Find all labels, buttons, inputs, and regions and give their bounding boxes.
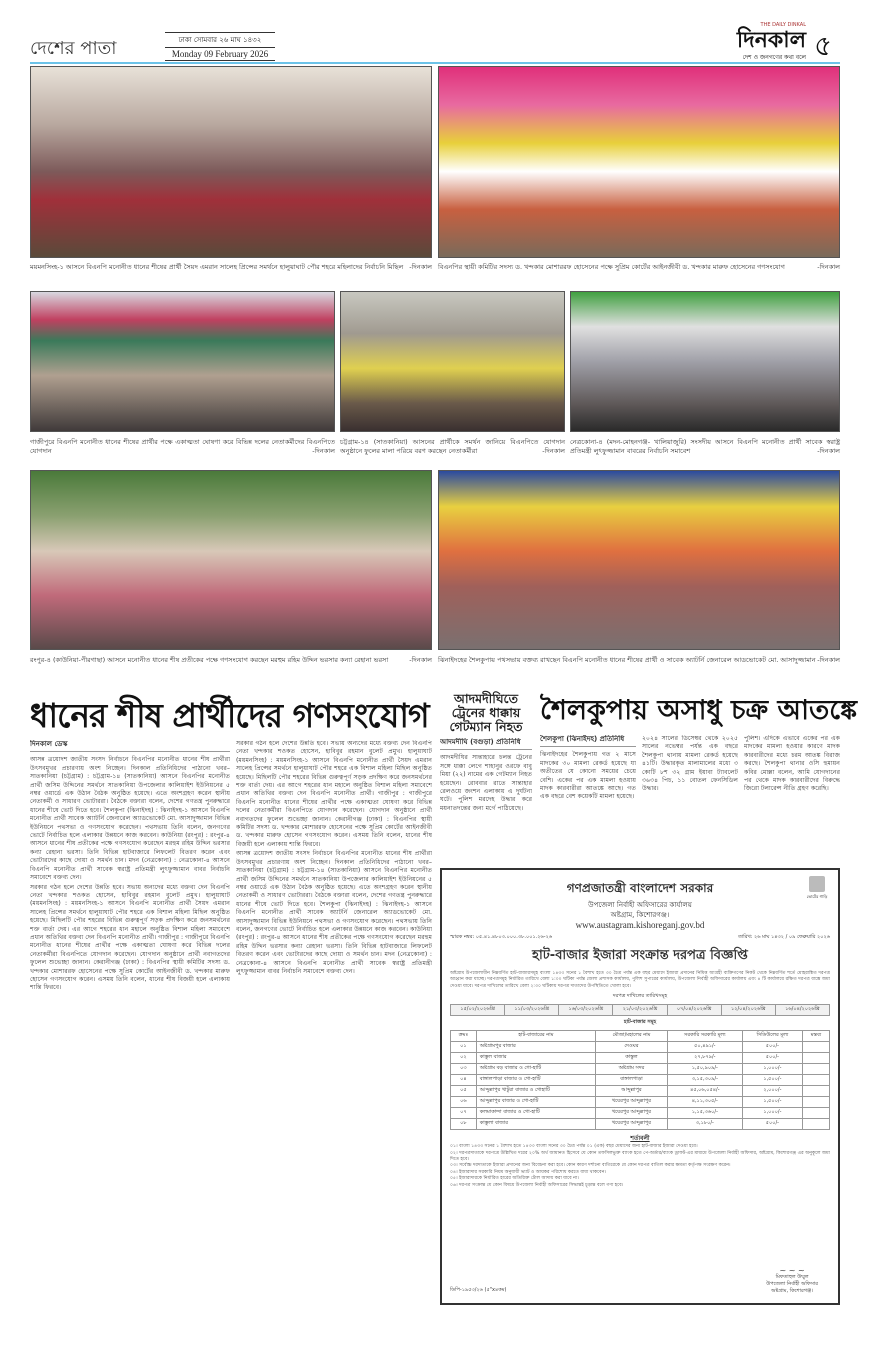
markets-title: হাট-বাজার সমূহ <box>623 1019 657 1026</box>
table-cell <box>802 1064 829 1075</box>
notice-office: উপজেলা নির্বাহী অফিসারের কার্যালয় <box>588 901 692 909</box>
table-cell <box>802 1119 829 1130</box>
table-cell: ১,১৫,৩৬০/- <box>667 1108 742 1119</box>
election-emblem-icon: ভোটের গাড়ি <box>802 876 832 899</box>
table-cell: খয়েরপুর আব্দুল্লাপুর <box>596 1119 668 1130</box>
column-header: মন্তব্য <box>802 1031 829 1042</box>
tender-date: ১১/০৩/২০২৬খ্রি <box>505 1005 559 1016</box>
table-cell: ০৩ <box>451 1064 477 1075</box>
term-item: ০২। দরপত্রদাতাকে দরপত্রে উল্লিখিত দরের ২০% অর্থ জামানত হিসেবে যে কোন তফসিলভুক্ত ব্যাংক হতে পে-অর্ডার/ব্যাংক ড্রাফট-এর মাধ্যমে উপজেলা নির্বাহী অফিসার, অষ্টগ্রাম, কিশোরগঞ্জ এর অনুকূলে জমা দিতে হবে। <box>450 1150 830 1163</box>
table-cell: কলমাকান্দা বাজার ও গো-হাটি <box>476 1108 595 1119</box>
tender-date: ১২/০৪/২০২৬খ্রি <box>721 1005 775 1016</box>
term-item: ০৩। সর্বোচ্চ দরদাতাকে ইজারা প্রদানের জন্য বিবেচনা করা হবে। কোন কারণ দর্শানো ব্যতিরেকে যে কোন দরপত্র বাতিল করার ক্ষমতা কর্তৃপক্ষ সংরক্ষণ করেন। <box>450 1163 731 1169</box>
table-row <box>451 1097 830 1108</box>
crime-column-2: ২০২৪ সালের ডিসেম্বর থেকে ২০২৫ সালের নভেম্বর পর্যন্ত এক বছরে শৈলকুপা থানায় মামলা রেকর্ড হয়েছে ৪১টি। উদ্ধারকৃত মালামালের মধ্যে ৩ কোটি ৮শ ৩২ গ্রাম ইয়াবা ট্যাবলেট ৩৬৩৪ পিচ, ১১ বোতল ফেনসিডিল উদ্ধার। <box>642 735 738 793</box>
table-cell <box>802 1075 829 1086</box>
column-header: মৌজা/মহালের নাম <box>596 1031 668 1042</box>
notice-url[interactable]: www.austagram.kishoreganj.gov.bd <box>575 920 705 930</box>
table-cell: কাস্তুল বাজার <box>476 1053 595 1064</box>
table-row <box>451 1108 830 1119</box>
side-story: আদমদীঘি (বগুড়া) প্রতিনিধি আদমদীঘির সান্তাহারে চলন্ত ট্রেনের সঙ্গে ধাক্কা লেগে শাহানুর ওরফে বাবু মিয়া (২২) নামের এক গেটম্যান নিহত হয়েছেন। রোববার রাতে সান্তাহার রেলওয়ে জংশন এলাকায় এ দুর্ঘটনা ঘটে। পুলিশ মরদেহ উদ্ধার করে ময়নাতদন্তের জন্য মর্গে পাঠিয়েছে। <box>440 738 532 812</box>
tender-date: ১৬/০৩/২০২৬খ্রি <box>559 1005 613 1016</box>
column-header: সরকারি সরকারি মূল্য <box>667 1031 742 1042</box>
notice-date: তারিখ: ২৬ মাঘ ১৪৩২ / ০৯ ফেব্রুয়ারি ২০২৬ <box>738 934 830 940</box>
logo-english: THE DAILY DINKAL <box>760 22 806 28</box>
table-row <box>451 1075 830 1086</box>
photo-caption: গাজীপুরে বিএনপি মনোনীত ধানের শীষের প্রার্থীর পক্ষে একাত্মতা ঘোষণা করে বিভিন্ন দলের নেতাকর্মীদের বিএনপিতে যোগদান -দিনকাল <box>30 438 335 455</box>
term-item: ০৫। ইজারাদারকে নির্ধারিত হারের অতিরিক্ত টোল আদায় করা যাবে না। <box>450 1176 579 1182</box>
table-cell: ২,০০০/- <box>742 1086 802 1097</box>
newspaper-logo <box>680 22 806 62</box>
photo-garland-welcome <box>340 291 565 432</box>
table-cell: আব্দুল্লাপুর খাটুরা বাজার ও গোহাটি <box>476 1086 595 1097</box>
table-cell: ৪৫,০৬,০৫৪/- <box>667 1086 742 1097</box>
section-title: দেশের পাতা <box>30 38 117 59</box>
photo-campaign-meeting <box>438 66 840 258</box>
markets-table <box>450 1030 830 1130</box>
column-header: সিডিউলের মূল্য <box>742 1031 802 1042</box>
table-cell: ৫০০/- <box>742 1119 802 1130</box>
term-item: ০৬। দরপত্র সংক্রান্ত যে কোন বিষয়ে উপজেলা নির্বাহী অফিসারের সিদ্ধান্তই চূড়ান্ত বলে গণ্য হবে। <box>450 1182 624 1188</box>
tender-date: ১৬/০৪/২০২৬খ্রি <box>775 1005 829 1016</box>
table-cell <box>802 1108 829 1119</box>
crime-byline: শৈলকুপা (ঝিনাইদহ) প্রতিনিধি <box>540 735 636 747</box>
table-cell: ১,৫০,৯০৯/- <box>667 1064 742 1075</box>
photo-caption: রংপুর-৪ (কাউনিয়া-পীরগাছা) আসনে মনোনীত ধানের শীষ প্রতীকের পক্ষে গণসংযোগ করছেন মরহুম রহিম উদ্দিন ভরসার কন্যা রেহানা ভরসা -দিনকাল <box>30 656 432 664</box>
table-cell: ৩,১৫,৩০৯/- <box>667 1075 742 1086</box>
side-byline: আদমদীঘি (বগুড়া) প্রতিনিধি <box>440 738 532 750</box>
table-row <box>451 1086 830 1097</box>
table-cell: কাস্তুল <box>596 1053 668 1064</box>
date-english: Monday 09 February 2026 <box>165 48 275 61</box>
table-cell: ০৬ <box>451 1097 477 1108</box>
photo-street-meeting <box>438 470 840 650</box>
notice-place: অষ্টগ্রাম, কিশোরগঞ্জ। <box>610 911 670 919</box>
table-cell <box>802 1086 829 1097</box>
terms-title: শর্তাবলী <box>630 1135 650 1143</box>
table-cell: বাঙ্গালপাড়া বাজার ও গো-হাটি <box>476 1075 595 1086</box>
terms-list <box>450 1144 830 1189</box>
table-cell: অষ্টগ্রাম সদর <box>596 1064 668 1075</box>
tender-date: ০৭/০৪/২০২৬খ্রি <box>667 1005 721 1016</box>
table-cell: দেওঘর <box>596 1042 668 1053</box>
table-cell <box>802 1097 829 1108</box>
table-cell: বাঙ্গালপাড়া <box>596 1075 668 1086</box>
dates-title: দরপত্র দাখিলের তারিখসমূহ <box>612 993 668 1000</box>
photo-door-to-door <box>30 470 432 650</box>
notice-footer: ডিপি-১৯৫৩/২৬ (৫"x৪কম) <box>450 1287 507 1293</box>
logo-text: দিনকাল <box>736 28 806 53</box>
table-cell <box>802 1053 829 1064</box>
crime-column-3: পুলিশ। এদিকে এভাবে একের পর এক মাদকের মামলা হওয়ার কারণে মাদক কারবারীদের মধ্যে চরম আতঙ্ক বিরাজ করছে। শৈলকুপা থানার ওসি হুমায়ন কবির মোল্লা বলেন, আমি যোগদানের পর থেকে মাদক কারবারীদের বিরুদ্ধে জিরো টলারেন্স নীতি গ্রহণ করেছি। <box>744 735 840 793</box>
table-cell: ১,০০০/- <box>742 1064 802 1075</box>
term-item: ০১। বাংলা ১৪৩৩ সনের ১ বৈশাখ হতে ১৪৩৩ বাংলা সনের ৩০ চৈত্র পর্যন্ত ০১ (এক) বছর মেয়াদের জন্য হাট-বাজার ইজারা দেওয়া হবে। <box>450 1144 698 1150</box>
table-cell: ৫০০/- <box>742 1053 802 1064</box>
lead-byline: দিনকাল ডেস্ক <box>30 740 230 752</box>
photo-women-rally <box>30 66 432 258</box>
table-cell: ৫০,৪৯১/- <box>667 1042 742 1053</box>
table-cell: ২৭,৮৭৯/- <box>667 1053 742 1064</box>
table-cell <box>802 1042 829 1053</box>
term-item: ০৪। ইজারাদার সরকারি নিয়ম অনুযায়ী ভ্যাট ও আয়কর পরিশোধ করতে বাধ্য থাকবেন। <box>450 1169 606 1175</box>
table-cell: আব্দুল্লাপুর <box>596 1086 668 1097</box>
logo-tagline: দেশ ও জনগণের কথা বলে <box>742 54 806 61</box>
side-headline: আদমদীঘিতে ট্রেনের ধাক্কায় গেটম্যান নিহত <box>449 691 523 734</box>
table-cell: অষ্টগ্রাম বড় বাজার ও গো-হাটি <box>476 1064 595 1075</box>
table-row <box>451 1042 830 1053</box>
photo-caption: বিএনপির স্থায়ী কমিটির সদস্য ড. খন্দকার মোশাররফ হোসেনের পক্ষে সুপ্রিম কোর্টের আইনজীবী ড. খন্দকার মারুফ হোসেনের গণসংযোগ -দিনকাল <box>438 263 840 271</box>
photo-caption: ঝিনাইদহের শৈলকুপায় পথসভায় বক্তব্য রাখছেন বিএনপি মনোনীত ধানের শীষের প্রার্থী ও সাবেক অ্যাটর্নি জেনারেল আডভোকেট মো. আসাদুজ্জামান -দিনকাল <box>438 656 840 664</box>
lead-column-2: সরকার গঠন হলে দেশের উন্নতি হবে। সভায় অন্যদের মধ্যে বক্তব্য দেন বিএনপি নেতা খন্দকার শওকত হোসেন, হাবিবুর রহমান বুলেট প্রমুখ। হালুয়াঘাট (ময়মনসিংহ) : ময়মনসিংহ-১ আসনে বিএনপি মনোনীত প্রার্থী সৈয়দ এমরান সালেহ প্রিন্সের সমর্থনে হালুয়াঘাট পৌর শহরে এক বিশাল মহিলা মিছিল অনুষ্ঠিত হয়েছে। মিছিলটি পৌর শহরের বিভিন্ন গুরুত্বপূর্ণ সড়ক প্রদক্ষিণ করে জনসমর্থনের শক্ত বার্তা দেয়। এর আগে শহরের ধান মহালে অনুষ্ঠিত বিশাল মহিলা সমাবেশে প্রধান অতিথির বক্তব্য দেন বিএনপি মনোনীত প্রার্থী। গাজীপুর : গাজীপুরে বিএনপি মনোনীত ধানের শীষের প্রার্থীর পক্ষে একাত্মতা ঘোষণা করে বিভিন্ন দলের নেতাকর্মীরা বিএনপিতে যোগদান করেছেন। যোগদান অনুষ্ঠানে প্রার্থী নবাগতদের ফুলেল শুভেচ্ছা জানান। কেরানীগঞ্জ (ঢাকা) : বিএনপির স্থায়ী কমিটির সদস্য ড. খন্দকার মোশাররফ হোসেনের পক্ষে সুপ্রিম কোর্টের আইনজীবী ড. খন্দকার মারুফ হোসেন গণসংযোগ করেন। এসময় তিনি বলেন, ধানের শীষ বিজয়ী হলে এলাকায় শান্তি ফিরবে। আসন্ন ত্রয়োদশ জাতীয় সংসদ নির্বাচনে বিএনপির মনোনীত ধানের শীষ প্রার্থীরা উৎসবমুখর প্রচারণায় অংশ নিচ্ছেন। দিনকাল প্রতিনিধিদের পাঠানো খবর– সাতকানিয়া (চট্টগ্রাম) : চট্টগ্রাম-১৪ (সাতকানিয়া) আসনে বিএনপির মনোনীত প্রার্থী জসিম উদ্দিনের সমর্থনে সাতকানিয়া উপজেলার কালিয়াইশ ইউনিয়নের ৫ নম্বর ওয়ার্ডে এক উঠান বৈঠক অনুষ্ঠিত হয়েছে। এতে অংশগ্রহণ করেন স্থানীয় নেতাকর্মী ও সাধারণ ভোটাররা। বৈঠকে বক্তারা বলেন, দেশের গণতন্ত্র পুনরুদ্ধারে ধানের শীষে ভোট দিতে হবে। শৈলকুপা (ঝিনাইদহ) : ঝিনাইদহ-১ আসনে বিএনপি মনোনীত প্রার্থী সাবেক অ্যাটর্নি জেনারেল অ্যাডভোকেট মো. আসাদুজ্জামান বিভিন্ন ইউনিয়নে পথসভা ও গণসংযোগ করেছেন। পথসভায় তিনি বলেন, জনগণের ভোটে নির্বাচিত হলে এলাকার উন্নয়নে কাজ করবেন। কাউনিয়া (রংপুর) : রংপুর-৪ আসনে ধানের শীষ প্রতীকের পক্ষে গণসংযোগ করেছেন মরহুম রহিম উদ্দিন ভরসার কন্যা রেহানা ভরসা। তিনি বিভিন্ন হাটবাজারে লিফলেট বিতরণ করেন এবং ভোটারদের কাছে দোয়া ও সমর্থন চান। মদন (নেত্রকোনা) : নেত্রকোনা-৪ আসনে বিএনপি মনোনীত প্রার্থী সাবেক স্বরাষ্ট্র প্রতিমন্ত্রী লুৎফুজ্জামান বাবর নির্বাচনি সমাবেশে বক্তব্য দেন। <box>236 740 432 975</box>
lead-column-1: দিনকাল ডেস্ক আসন্ন ত্রয়োদশ জাতীয় সংসদ নির্বাচনে বিএনপির মনোনীত ধানের শীষ প্রার্থীরা উৎসবমুখর প্রচারণায় অংশ নিচ্ছেন। দিনকাল প্রতিনিধিদের পাঠানো খবর– সাতকানিয়া (চট্টগ্রাম) : চট্টগ্রাম-১৪ (সাতকানিয়া) আসনে বিএনপির মনোনীত প্রার্থী জসিম উদ্দিনের সমর্থনে সাতকানিয়া উপজেলার কালিয়াইশ ইউনিয়নের ৫ নম্বর ওয়ার্ডে এক উঠান বৈঠক অনুষ্ঠিত হয়েছে। এতে অংশগ্রহণ করেন স্থানীয় নেতাকর্মী ও সাধারণ ভোটাররা। বৈঠকে বক্তারা বলেন, দেশের গণতন্ত্র পুনরুদ্ধারে ধানের শীষে ভোট দিতে হবে। শৈলকুপা (ঝিনাইদহ) : ঝিনাইদহ-১ আসনে বিএনপি মনোনীত প্রার্থী সাবেক অ্যাটর্নি জেনারেল অ্যাডভোকেট মো. আসাদুজ্জামান বিভিন্ন ইউনিয়নে পথসভা ও গণসংযোগ করেছেন। পথসভায় তিনি বলেন, জনগণের ভোটে নির্বাচিত হলে এলাকার উন্নয়নে কাজ করবেন। কাউনিয়া (রংপুর) : রংপুর-৪ আসনে ধানের শীষ প্রতীকের পক্ষে গণসংযোগ করেছেন মরহুম রহিম উদ্দিন ভরসার কন্যা রেহানা ভরসা। তিনি বিভিন্ন হাটবাজারে লিফলেট বিতরণ করেন এবং ভোটারদের কাছে দোয়া ও সমর্থন চান। মদন (নেত্রকোনা) : নেত্রকোনা-৪ আসনে বিএনপি মনোনীত প্রার্থী সাবেক স্বরাষ্ট্র প্রতিমন্ত্রী লুৎফুজ্জামান বাবর নির্বাচনি সমাবেশে বক্তব্য দেন। সরকার গঠন হলে দেশের উন্নতি হবে। সভায় অন্যদের মধ্যে বক্তব্য দেন বিএনপি নেতা খন্দকার শওকত হোসেন, হাবিবুর রহমান বুলেট প্রমুখ। হালুয়াঘাট (ময়মনসিংহ) : ময়মনসিংহ-১ আসনে বিএনপি মনোনীত প্রার্থী সৈয়দ এমরান সালেহ প্রিন্সের সমর্থনে হালুয়াঘাট পৌর শহরে এক বিশাল মহিলা মিছিল অনুষ্ঠিত হয়েছে। মিছিলটি পৌর শহরের বিভিন্ন গুরুত্বপূর্ণ সড়ক প্রদক্ষিণ করে জনসমর্থনের শক্ত বার্তা দেয়। এর আগে শহরের ধান মহালে অনুষ্ঠিত বিশাল মহিলা সমাবেশে প্রধান অতিথির বক্তব্য দেন বিএনপি মনোনীত প্রার্থী। গাজীপুর : গাজীপুরে বিএনপি মনোনীত ধানের শীষের প্রার্থীর পক্ষে একাত্মতা ঘোষণা করে বিভিন্ন দলের নেতাকর্মীরা বিএনপিতে যোগদান করেছেন। যোগদান অনুষ্ঠানে প্রার্থী নবাগতদের ফুলেল শুভেচ্ছা জানান। কেরানীগঞ্জ (ঢাকা) : বিএনপির স্থায়ী কমিটির সদস্য ড. খন্দকার মোশাররফ হোসেনের পক্ষে সুপ্রিম কোর্টের আইনজীবী ড. খন্দকার মারুফ হোসেন গণসংযোগ করেন। এসময় তিনি বলেন, ধানের শীষ বিজয়ী হলে এলাকায় শান্তি ফিরবে। <box>30 740 230 992</box>
signature-block: ~ ~ ~ মিফতাহুল উম্মুল উপজেলা নির্বাহী অফিসার অষ্টগ্রাম, কিশোরগঞ্জ। <box>766 1266 818 1294</box>
crime-column-1: শৈলকুপা (ঝিনাইদহ) প্রতিনিধি ঝিনাইদহের শৈলকুপায় গত ২ মাসে মাদকের ৩০ মামলা রেকর্ড হয়েছে যা অতীতের যে কোনো সময়ের চেয়ে বেশি। একের পর এক মামলা হওয়ায় মাদক কারবারীরা আতঙ্কে আছে। গত এক বছরে বেশ কয়েকটি মামলা হয়েছে। <box>540 735 636 801</box>
table-cell: ০৭ <box>451 1108 477 1119</box>
table-cell: ০২ <box>451 1053 477 1064</box>
table-cell: খয়েরপুর আব্দুল্লাপুর <box>596 1108 668 1119</box>
table-cell: অষ্টগ্রামপুর বাজার <box>476 1042 595 1053</box>
table-cell: আব্দুল্লাপুর বাজার ও গো-হাটি <box>476 1097 595 1108</box>
photo-caption: ময়মনসিংহ-১ আসনে বিএনপি মনোনীত ধানের শীষের প্রার্থী সৈয়দ এমরান সালেহ প্রিন্সের সমর্থনে হালুয়াঘাট পৌর শহরে মহিলাদের নির্বাচনি মিছিল -দিনকাল <box>30 263 432 271</box>
memo-number: স্মারক নম্বর: ০৫.৪১.৪৮০৩.০০০.৩৮.০০১.২৬-২৬ <box>450 934 553 940</box>
table-cell: ০১ <box>451 1042 477 1053</box>
table-row <box>451 1064 830 1075</box>
photo-joining-event <box>30 291 335 432</box>
notice-title: হাট-বাজার ইজারা সংক্রান্ত দরপত্র বিজ্ঞপ্তি <box>532 948 748 963</box>
crime-headline: শৈলকুপায় অসাধু চক্র আতঙ্কে <box>540 695 857 726</box>
table-cell: কাস্তুলা বাজার <box>476 1119 595 1130</box>
table-cell: ৫০০/- <box>742 1042 802 1053</box>
lead-headline: ধানের শীষ প্রার্থীদের গণসংযোগ <box>30 696 429 735</box>
photo-caption: নেত্রকোনা-৪ (মদন-মোহনগঞ্জ- খালিয়াজুরি) সংসদীয় আসনে বিএনপি মনোনীত প্রার্থী সাবেক স্বরাষ্ট্র প্রতিমন্ত্রী লুৎফুজ্জামান বাবরের নির্বাচনি সমাবেশ -দিনকাল <box>570 438 840 455</box>
issue-date <box>165 32 275 61</box>
photo-caption: চট্টগ্রাম-১৪ (সাতকানিয়া) আসনের প্রার্থীকে সমর্থন জানিয়ে বিএনপিতে যোগদান অনুষ্ঠানে ফুলের মালা পরিয়ে বরণ করছেন নেতাকর্মীরা -দিনকাল <box>340 438 565 455</box>
page-number: ৫ <box>814 29 833 62</box>
tender-date: ২১/০৩/২০২৬খ্রি <box>613 1005 667 1016</box>
table-cell: খয়েরপুর আব্দুল্লাপুর <box>596 1097 668 1108</box>
tender-notice <box>440 868 840 1305</box>
table-cell: ১,০০০/- <box>742 1108 802 1119</box>
table-cell: ৪,১১,৩০৫/- <box>667 1097 742 1108</box>
column-header: ক্রমঃ <box>451 1031 477 1042</box>
tender-date: ১৫/০২/২০২৬খ্রি <box>451 1005 505 1016</box>
table-cell: ০৫ <box>451 1086 477 1097</box>
column-header: হাট-বাজারের নাম <box>476 1031 595 1042</box>
table-row <box>451 1119 830 1130</box>
notice-intro: অষ্টগ্রাম উপজেলাধীন নিম্নবর্ণিত হাট-বাজারসমূহ বাংলা ১৪৩৩ সনের ১ বৈশাখ হতে ৩০ চৈত্র পর্যন্ত এক বছর মেয়াদে ইজারা প্রদানের নিমিত্ত আগ্রহী ব্যক্তিগণের নিকট থেকে নিম্নবর্ণিত শর্তে মোহরাঙ্কিত দরপত্র আহ্বান করা যাচ্ছে। দরপত্রসমূহ নির্ধারিত তারিখে বেলা ১:০০ ঘটিকা পর্যন্ত জেলা প্রশাসক কার্যালয়, পুলিশ সুপারের কার্যালয়, উপজেলা নির্বাহী অফিসারের কার্যালয় এবং ৪ টি কার্যালয়ে রক্ষিত দরপত্র বাক্সে জমা দেওয়া যাবে। দরপত্র দাখিলের তারিখে বেলা ২:৩০ ঘটিকায় দরপত্র দাতাদের উপস্থিতিতে খোলা হবে। <box>450 971 830 989</box>
table-cell: ০৪ <box>451 1075 477 1086</box>
table-cell: ১,৫০০/- <box>742 1075 802 1086</box>
header-divider <box>30 62 840 64</box>
date-bengali: ঢাকা সোমবার ২৬ মাঘ ১৪৩২ <box>165 33 275 48</box>
notice-government: গণপ্রজাতন্ত্রী বাংলাদেশ সরকার <box>566 881 714 895</box>
table-cell: ৩,১৮০/- <box>667 1119 742 1130</box>
dates-table <box>450 1004 830 1016</box>
table-row <box>451 1053 830 1064</box>
table-cell: ০৮ <box>451 1119 477 1130</box>
photo-election-rally <box>570 291 840 432</box>
table-cell: ১,৫০০/- <box>742 1097 802 1108</box>
